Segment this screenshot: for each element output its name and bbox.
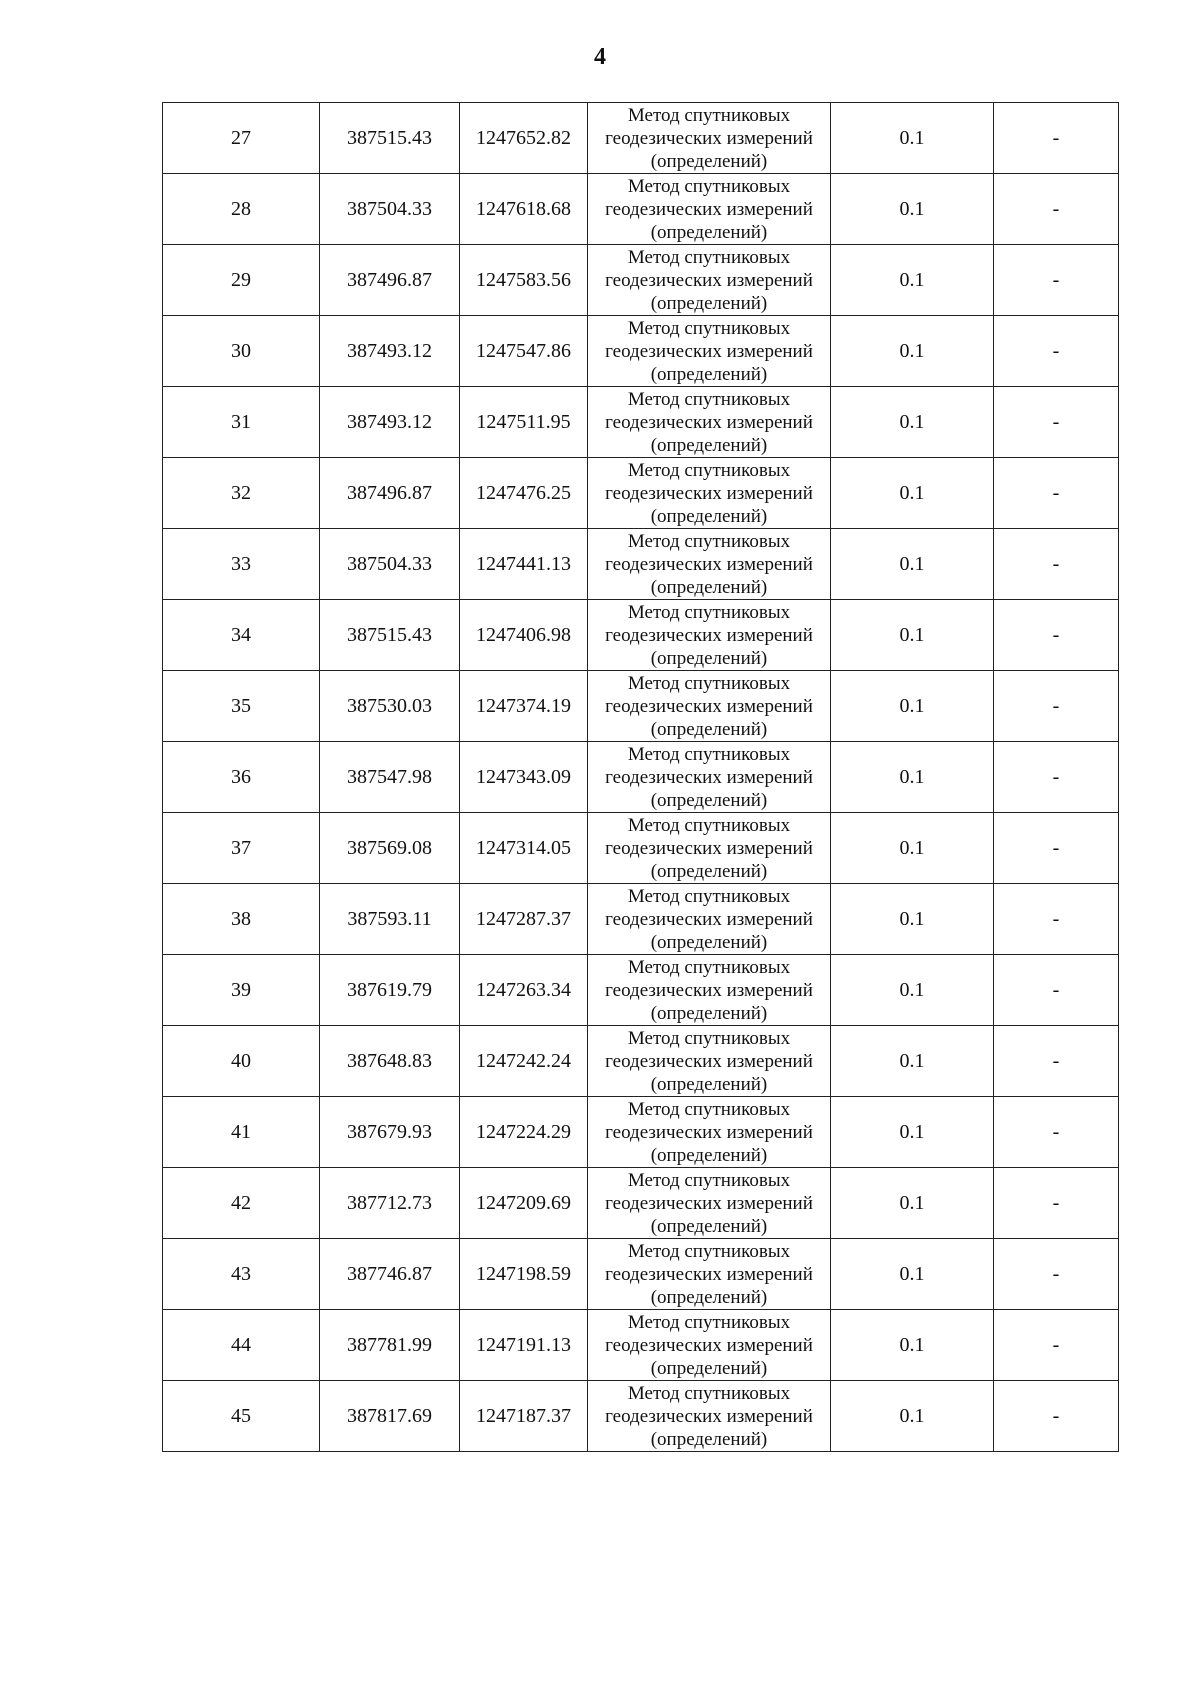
y-coordinate-cell: 1247441.13: [460, 529, 588, 600]
accuracy-cell: 0.1: [831, 316, 994, 387]
point-number-cell: 44: [163, 1310, 320, 1381]
method-line: (определений): [650, 647, 768, 669]
method-line: геодезических измерений: [605, 695, 813, 717]
method-line: (определений): [650, 1357, 768, 1379]
method-line: Метод спутниковых: [627, 814, 791, 836]
method-line: геодезических измерений: [605, 1050, 813, 1072]
method-line: (определений): [650, 860, 768, 882]
table-row: [163, 884, 1119, 955]
table-row: [163, 1239, 1119, 1310]
x-coordinate-cell: 387504.33: [320, 529, 460, 600]
accuracy-cell: 0.1: [831, 387, 994, 458]
table-row: [163, 387, 1119, 458]
method-line: геодезических измерений: [605, 1263, 813, 1285]
y-coordinate-cell: 1247476.25: [460, 458, 588, 529]
y-coordinate-cell: 1247343.09: [460, 742, 588, 813]
note-cell: -: [994, 245, 1119, 316]
y-coordinate-cell: 1247511.95: [460, 387, 588, 458]
x-coordinate-cell: 387493.12: [320, 316, 460, 387]
y-coordinate-cell: 1247224.29: [460, 1097, 588, 1168]
method-line: Метод спутниковых: [627, 1027, 791, 1049]
x-coordinate-cell: 387648.83: [320, 1026, 460, 1097]
method-cell: [588, 387, 831, 458]
table-row: [163, 316, 1119, 387]
accuracy-cell: 0.1: [831, 458, 994, 529]
point-number-cell: 34: [163, 600, 320, 671]
method-line: Метод спутниковых: [627, 530, 791, 552]
note-cell: -: [994, 1168, 1119, 1239]
page-number: 4: [594, 44, 606, 70]
table-row: [163, 1310, 1119, 1381]
note-cell: -: [994, 458, 1119, 529]
y-coordinate-cell: 1247547.86: [460, 316, 588, 387]
method-line: геодезических измерений: [605, 837, 813, 859]
note-cell: -: [994, 955, 1119, 1026]
x-coordinate-cell: 387515.43: [320, 103, 460, 174]
table-row: [163, 529, 1119, 600]
note-cell: -: [994, 671, 1119, 742]
table-row: [163, 245, 1119, 316]
x-coordinate-cell: 387712.73: [320, 1168, 460, 1239]
note-cell: -: [994, 1097, 1119, 1168]
accuracy-cell: 0.1: [831, 245, 994, 316]
accuracy-cell: 0.1: [831, 1026, 994, 1097]
table-row: [163, 600, 1119, 671]
method-line: Метод спутниковых: [627, 1169, 791, 1191]
method-line: Метод спутниковых: [627, 885, 791, 907]
y-coordinate-cell: 1247406.98: [460, 600, 588, 671]
x-coordinate-cell: 387515.43: [320, 600, 460, 671]
method-line: (определений): [650, 1002, 768, 1024]
accuracy-cell: 0.1: [831, 742, 994, 813]
note-cell: -: [994, 103, 1119, 174]
method-line: Метод спутниковых: [627, 743, 791, 765]
method-line: (определений): [650, 1073, 768, 1095]
table-row: [163, 1026, 1119, 1097]
table-row: [163, 813, 1119, 884]
x-coordinate-cell: 387679.93: [320, 1097, 460, 1168]
method-cell: [588, 1168, 831, 1239]
method-line: (определений): [650, 789, 768, 811]
point-number-cell: 32: [163, 458, 320, 529]
note-cell: -: [994, 174, 1119, 245]
point-number-cell: 42: [163, 1168, 320, 1239]
point-number-cell: 27: [163, 103, 320, 174]
method-cell: [588, 316, 831, 387]
point-number-cell: 41: [163, 1097, 320, 1168]
accuracy-cell: 0.1: [831, 1310, 994, 1381]
method-line: Метод спутниковых: [627, 1098, 791, 1120]
method-cell: [588, 884, 831, 955]
coordinates-table-body: [163, 103, 1119, 1452]
method-line: геодезических измерений: [605, 482, 813, 504]
method-line: геодезических измерений: [605, 269, 813, 291]
method-line: (определений): [650, 1286, 768, 1308]
method-cell: [588, 1239, 831, 1310]
method-line: Метод спутниковых: [627, 956, 791, 978]
y-coordinate-cell: 1247314.05: [460, 813, 588, 884]
x-coordinate-cell: 387746.87: [320, 1239, 460, 1310]
method-line: геодезических измерений: [605, 1121, 813, 1143]
y-coordinate-cell: 1247374.19: [460, 671, 588, 742]
accuracy-cell: 0.1: [831, 174, 994, 245]
method-line: Метод спутниковых: [627, 317, 791, 339]
method-line: (определений): [650, 434, 768, 456]
method-line: Метод спутниковых: [627, 175, 791, 197]
method-line: геодезических измерений: [605, 1192, 813, 1214]
x-coordinate-cell: 387496.87: [320, 458, 460, 529]
method-line: геодезических измерений: [605, 624, 813, 646]
method-line: (определений): [650, 292, 768, 314]
method-cell: [588, 1026, 831, 1097]
point-number-cell: 38: [163, 884, 320, 955]
x-coordinate-cell: 387504.33: [320, 174, 460, 245]
x-coordinate-cell: 387547.98: [320, 742, 460, 813]
y-coordinate-cell: 1247652.82: [460, 103, 588, 174]
method-cell: [588, 103, 831, 174]
method-line: Метод спутниковых: [627, 246, 791, 268]
accuracy-cell: 0.1: [831, 955, 994, 1026]
accuracy-cell: 0.1: [831, 103, 994, 174]
x-coordinate-cell: 387619.79: [320, 955, 460, 1026]
method-line: (определений): [650, 363, 768, 385]
y-coordinate-cell: 1247583.56: [460, 245, 588, 316]
method-cell: [588, 1381, 831, 1452]
x-coordinate-cell: 387569.08: [320, 813, 460, 884]
table-row: [163, 671, 1119, 742]
method-line: Метод спутниковых: [627, 601, 791, 623]
method-line: Метод спутниковых: [627, 1311, 791, 1333]
method-line: (определений): [650, 1144, 768, 1166]
point-number-cell: 45: [163, 1381, 320, 1452]
accuracy-cell: 0.1: [831, 813, 994, 884]
method-line: геодезических измерений: [605, 908, 813, 930]
table-row: [163, 103, 1119, 174]
point-number-cell: 40: [163, 1026, 320, 1097]
point-number-cell: 33: [163, 529, 320, 600]
accuracy-cell: 0.1: [831, 1239, 994, 1310]
method-line: геодезических измерений: [605, 340, 813, 362]
accuracy-cell: 0.1: [831, 1168, 994, 1239]
method-line: Метод спутниковых: [627, 672, 791, 694]
method-line: геодезических измерений: [605, 553, 813, 575]
method-cell: [588, 813, 831, 884]
method-line: геодезических измерений: [605, 979, 813, 1001]
method-line: Метод спутниковых: [627, 1240, 791, 1262]
table-row: [163, 1097, 1119, 1168]
method-line: геодезических измерений: [605, 198, 813, 220]
method-line: геодезических измерений: [605, 127, 813, 149]
table-row: [163, 1381, 1119, 1452]
table-row: [163, 458, 1119, 529]
method-line: (определений): [650, 1215, 768, 1237]
note-cell: -: [994, 742, 1119, 813]
method-line: (определений): [650, 1428, 768, 1450]
method-cell: [588, 529, 831, 600]
table-row: [163, 174, 1119, 245]
accuracy-cell: 0.1: [831, 600, 994, 671]
note-cell: -: [994, 1026, 1119, 1097]
method-line: геодезических измерений: [605, 411, 813, 433]
point-number-cell: 39: [163, 955, 320, 1026]
method-cell: [588, 600, 831, 671]
accuracy-cell: 0.1: [831, 671, 994, 742]
method-line: геодезических измерений: [605, 1334, 813, 1356]
note-cell: -: [994, 387, 1119, 458]
point-number-cell: 31: [163, 387, 320, 458]
y-coordinate-cell: 1247198.59: [460, 1239, 588, 1310]
x-coordinate-cell: 387817.69: [320, 1381, 460, 1452]
method-cell: [588, 174, 831, 245]
method-line: (определений): [650, 931, 768, 953]
method-cell: [588, 955, 831, 1026]
method-cell: [588, 1310, 831, 1381]
method-cell: [588, 245, 831, 316]
y-coordinate-cell: 1247191.13: [460, 1310, 588, 1381]
x-coordinate-cell: 387593.11: [320, 884, 460, 955]
note-cell: -: [994, 1381, 1119, 1452]
x-coordinate-cell: 387781.99: [320, 1310, 460, 1381]
y-coordinate-cell: 1247618.68: [460, 174, 588, 245]
method-cell: [588, 458, 831, 529]
y-coordinate-cell: 1247263.34: [460, 955, 588, 1026]
point-number-cell: 35: [163, 671, 320, 742]
method-line: (определений): [650, 576, 768, 598]
method-line: (определений): [650, 150, 768, 172]
method-line: Метод спутниковых: [627, 104, 791, 126]
y-coordinate-cell: 1247242.24: [460, 1026, 588, 1097]
method-line: Метод спутниковых: [627, 388, 791, 410]
coordinates-table: [162, 102, 1119, 1452]
accuracy-cell: 0.1: [831, 1097, 994, 1168]
method-line: геодезических измерений: [605, 1405, 813, 1427]
method-line: (определений): [650, 505, 768, 527]
accuracy-cell: 0.1: [831, 529, 994, 600]
note-cell: -: [994, 529, 1119, 600]
note-cell: -: [994, 600, 1119, 671]
note-cell: -: [994, 1239, 1119, 1310]
accuracy-cell: 0.1: [831, 1381, 994, 1452]
method-line: Метод спутниковых: [627, 1382, 791, 1404]
method-cell: [588, 742, 831, 813]
accuracy-cell: 0.1: [831, 884, 994, 955]
y-coordinate-cell: 1247287.37: [460, 884, 588, 955]
point-number-cell: 36: [163, 742, 320, 813]
point-number-cell: 37: [163, 813, 320, 884]
method-cell: [588, 671, 831, 742]
table-row: [163, 955, 1119, 1026]
note-cell: -: [994, 884, 1119, 955]
method-line: геодезических измерений: [605, 766, 813, 788]
method-cell: [588, 1097, 831, 1168]
method-line: (определений): [650, 718, 768, 740]
x-coordinate-cell: 387496.87: [320, 245, 460, 316]
method-line: Метод спутниковых: [627, 459, 791, 481]
note-cell: -: [994, 316, 1119, 387]
point-number-cell: 29: [163, 245, 320, 316]
note-cell: -: [994, 1310, 1119, 1381]
point-number-cell: 30: [163, 316, 320, 387]
y-coordinate-cell: 1247187.37: [460, 1381, 588, 1452]
x-coordinate-cell: 387530.03: [320, 671, 460, 742]
point-number-cell: 43: [163, 1239, 320, 1310]
table-row: [163, 1168, 1119, 1239]
x-coordinate-cell: 387493.12: [320, 387, 460, 458]
point-number-cell: 28: [163, 174, 320, 245]
table-row: [163, 742, 1119, 813]
y-coordinate-cell: 1247209.69: [460, 1168, 588, 1239]
method-line: (определений): [650, 221, 768, 243]
note-cell: -: [994, 813, 1119, 884]
